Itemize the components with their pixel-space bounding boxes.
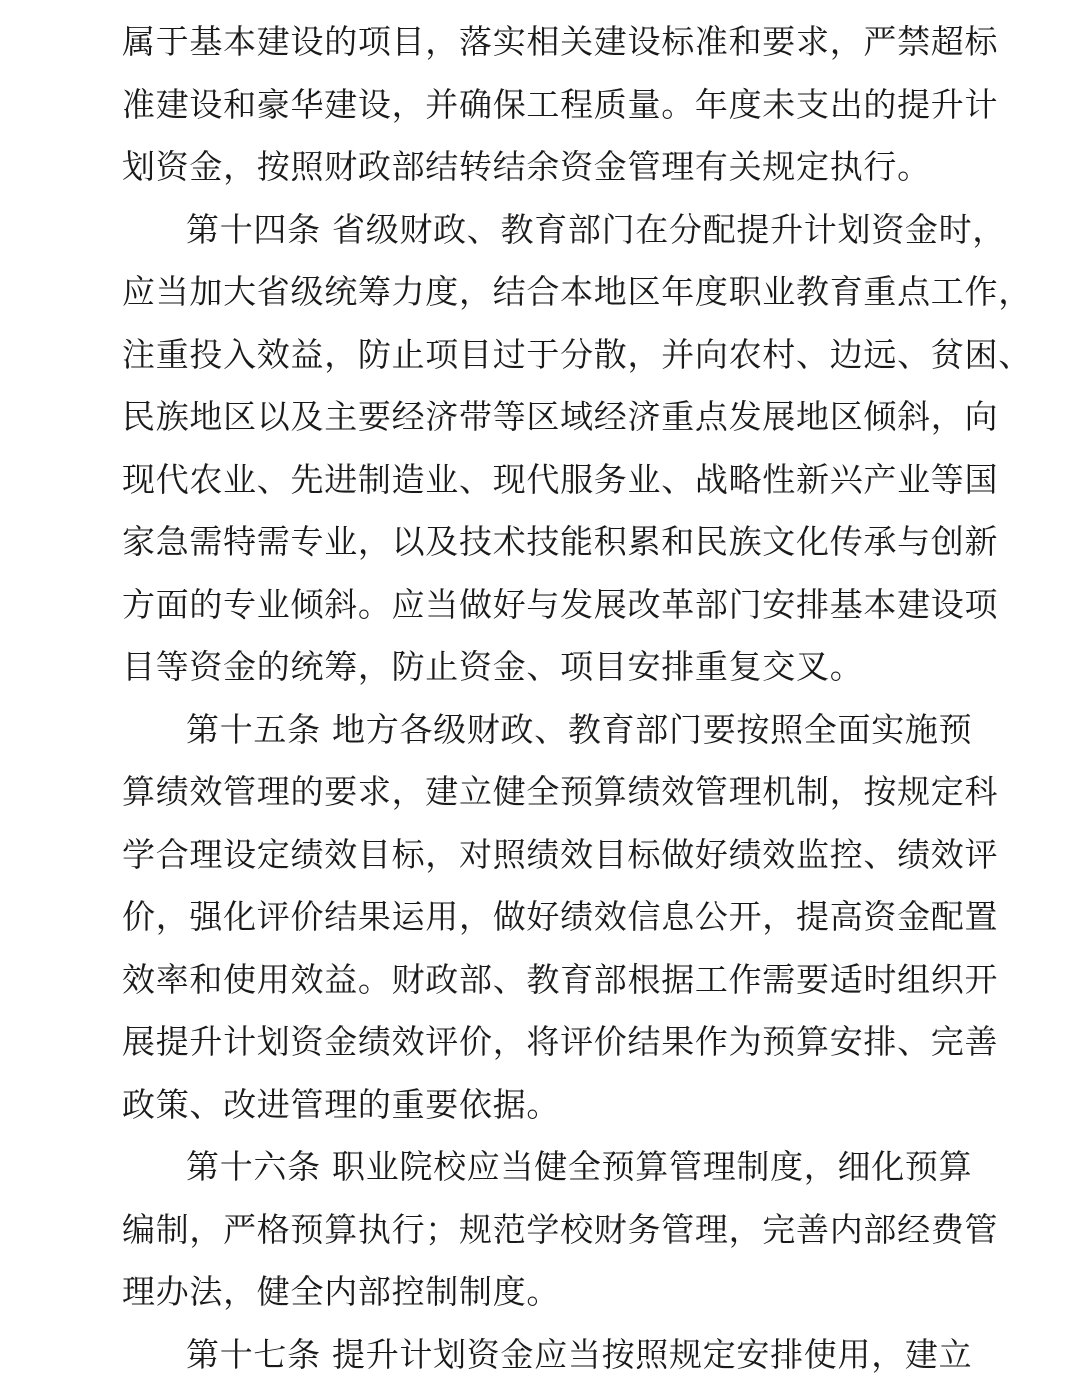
text-line: 现代农业、先进制造业、现代服务业、战略性新兴产业等国 [122,460,999,499]
text-line: 注重投入效益，防止项目过于分散，并向农村、边远、贫困、 [122,335,1032,374]
article-14-heading-line: 第十四条 省级财政、教育部门在分配提升计划资金时， [186,210,1006,249]
text-line: 展提升计划资金绩效评价，将评价结果作为预算安排、完善 [122,1022,999,1061]
text-line: 效率和使用效益。财政部、教育部根据工作需要适时组织开 [122,960,999,999]
text-line: 理办法，健全内部控制制度。 [122,1272,561,1311]
text-line: 价，强化评价结果运用，做好绩效信息公开，提高资金配置 [122,897,999,936]
text-line: 属于基本建设的项目，落实相关建设标准和要求，严禁超标 [122,22,999,61]
text-line: 编制，严格预算执行；规范学校财务管理，完善内部经费管 [122,1210,999,1249]
text-line: 划资金，按照财政部结转结余资金管理有关规定执行。 [122,147,931,186]
article-17-heading-line: 第十七条 提升计划资金应当按照规定安排使用，建立 [186,1335,973,1374]
text-line: 学合理设定绩效目标，对照绩效目标做好绩效监控、绩效评 [122,835,999,874]
text-line: 家急需特需专业，以及技术技能积累和民族文化传承与创新 [122,522,999,561]
text-line: 政策、改进管理的重要依据。 [122,1085,561,1124]
text-line: 方面的专业倾斜。应当做好与发展改革部门安排基本建设项 [122,585,999,624]
article-15-heading-line: 第十五条 地方各级财政、教育部门要按照全面实施预 [186,710,973,749]
article-16-heading-line: 第十六条 职业院校应当健全预算管理制度，细化预算 [186,1147,973,1186]
text-line: 目等资金的统筹，防止资金、项目安排重复交叉。 [122,647,864,686]
text-line: 民族地区以及主要经济带等区域经济重点发展地区倾斜，向 [122,397,999,436]
text-line: 算绩效管理的要求，建立健全预算绩效管理机制，按规定科 [122,772,999,811]
text-line: 准建设和豪华建设，并确保工程质量。年度未支出的提升计 [122,85,999,124]
text-line: 应当加大省级统筹力度，结合本地区年度职业教育重点工作， [122,272,1032,311]
